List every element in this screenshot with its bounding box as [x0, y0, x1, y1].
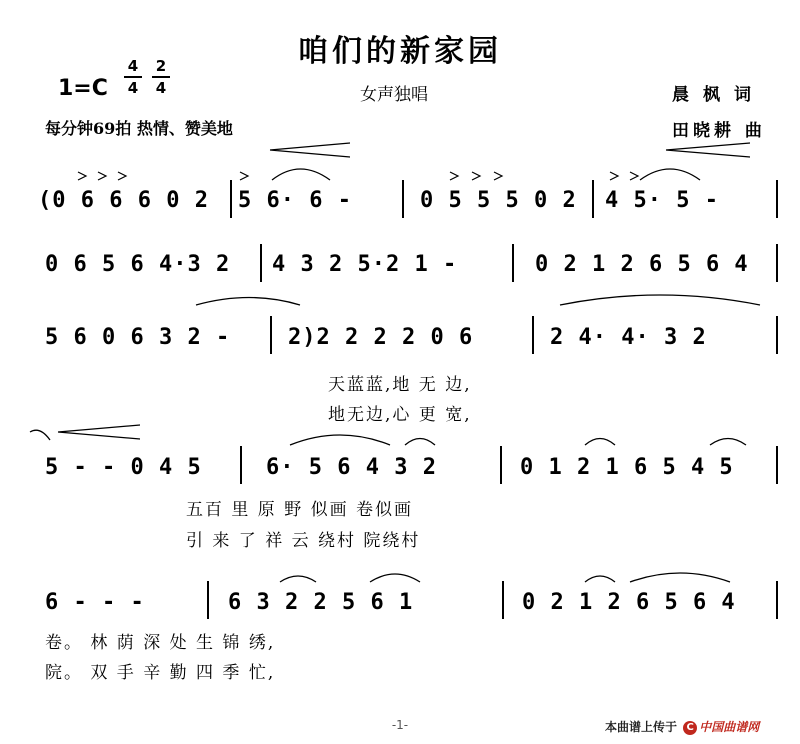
slur: [370, 574, 420, 582]
measure-5-1: 6 - - -: [45, 590, 145, 615]
slur: [280, 576, 316, 582]
song-title: 咱们的新家园: [298, 34, 502, 69]
accent-marks: [78, 172, 638, 180]
measure-4-2: 6· 5 6 4 3 2: [266, 455, 437, 480]
barline: [776, 316, 778, 354]
lyric-line-3-1: 天蓝蓝,地 无 边,: [328, 375, 472, 395]
slur: [560, 295, 760, 305]
slur: [196, 298, 300, 306]
decrescendo-mark: [666, 143, 750, 157]
slur: [630, 573, 730, 582]
lyric-line-3-2: 地无边,心 更 宽,: [328, 405, 472, 425]
slur: [585, 576, 615, 582]
lyric-line-4-2: 引 来 了 祥 云 绕村 院绕村: [186, 531, 421, 551]
barline: [240, 446, 242, 484]
measure-3-1: 5 6 0 6 3 2 -: [45, 325, 231, 350]
measure-5-2: 6 3 2 2 5 6 1: [228, 590, 414, 615]
slur: [710, 439, 746, 446]
measure-1-2: 5 6· 6 -: [238, 188, 352, 213]
measure-3-3: 2 4· 4· 3 2: [550, 325, 707, 350]
composer-credit: 田晓耕 曲: [672, 121, 766, 141]
site-name: 中国曲谱网: [699, 720, 760, 734]
measure-2-1: 0 6 5 6 4·3 2: [45, 252, 231, 277]
slur: [405, 439, 435, 446]
barline: [260, 244, 262, 282]
barline: [776, 446, 778, 484]
upload-text: 本曲谱上传于: [605, 720, 678, 734]
key-signature: 1=C: [58, 76, 108, 101]
slur: [585, 439, 615, 446]
measure-5-3: 0 2 1 2 6 5 6 4: [522, 590, 736, 615]
tempo-marking: 每分钟69拍 热情、赞美地: [45, 119, 233, 138]
performance-type: 女声独唱: [360, 85, 428, 105]
barline: [502, 581, 504, 619]
barline: [500, 446, 502, 484]
barline: [230, 180, 232, 218]
lyricist-credit: 晨枫词: [672, 85, 765, 105]
lyric-line-5-1: 卷。 林 荫 深 处 生 锦 绣,: [45, 633, 276, 653]
slur: [640, 169, 700, 180]
barline: [207, 581, 209, 619]
measure-1-1: (0 6 6 6 0 2: [38, 188, 209, 213]
page-number: -1-: [391, 718, 409, 732]
decrescendo-mark: [58, 425, 140, 439]
barline: [512, 244, 514, 282]
measure-1-4: 4 5· 5 -: [605, 188, 719, 213]
measure-3-2: 2)2 2 2 2 0 6: [288, 325, 474, 350]
slur: [30, 430, 50, 440]
slur: [272, 169, 330, 180]
barline: [776, 244, 778, 282]
barline: [776, 581, 778, 619]
barline: [532, 316, 534, 354]
slur: [290, 435, 390, 445]
measure-4-1: 5 - - 0 4 5: [45, 455, 202, 480]
barline: [592, 180, 594, 218]
upload-credit[interactable]: [605, 718, 759, 735]
measure-4-3: 0 1 2 1 6 5 4 5: [520, 455, 734, 480]
lyric-line-5-2: 院。 双 手 辛 勤 四 季 忙,: [45, 663, 276, 683]
site-logo-icon: C: [683, 721, 697, 735]
barline: [270, 316, 272, 354]
time-signature-1: 4 4: [124, 58, 142, 96]
barline: [776, 180, 778, 218]
measure-1-3: 0 5 5 5 0 2: [420, 188, 577, 213]
time-signature-2: 2 4: [152, 58, 170, 96]
lyric-line-4-1: 五百 里 原 野 似画 卷似画: [186, 500, 414, 520]
decrescendo-mark: [270, 143, 350, 157]
measure-2-3: 0 2 1 2 6 5 6 4: [535, 252, 749, 277]
barline: [402, 180, 404, 218]
measure-2-2: 4 3 2 5·2 1 -: [272, 252, 458, 277]
